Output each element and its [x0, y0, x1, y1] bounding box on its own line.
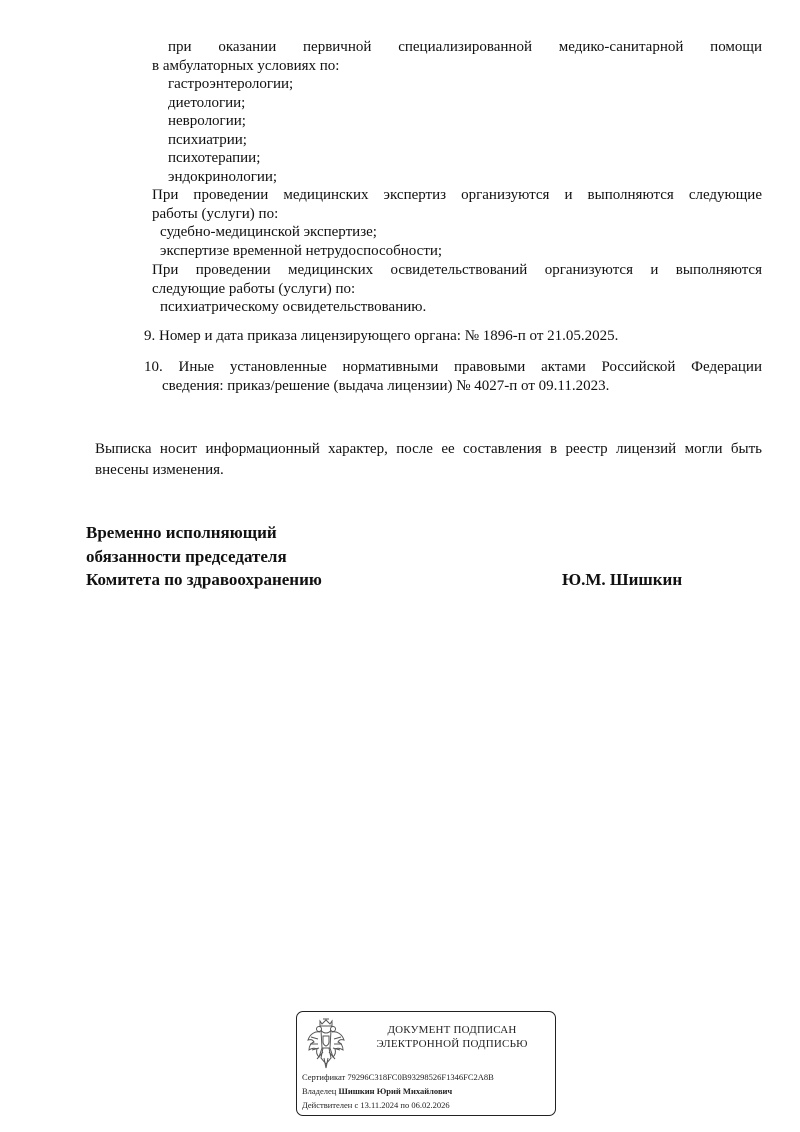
certificate-value: 79296C318FC0B93298526F1346FC2A8B [347, 1072, 494, 1082]
signer-name: Ю.М. Шишкин [562, 570, 683, 589]
list-item: неврологии; [168, 113, 246, 129]
stamp-details [302, 1070, 494, 1112]
stamp-title-line: ЭЛЕКТРОННОЙ ПОДПИСЬЮ [376, 1038, 528, 1050]
primary-care-heading: при оказании первичной специализированной медико-санитарной помощи [168, 39, 762, 55]
note-line-continued: внесены изменения. [95, 462, 224, 478]
signer-position-line: Временно исполняющий [86, 523, 277, 542]
certificate-label: Сертификат [302, 1072, 346, 1082]
expertise-heading-continued: работы (услуги) по: [152, 205, 279, 222]
list-item: судебно-медицинской экспертизе; [160, 224, 377, 240]
other-info-item [144, 358, 762, 395]
list-item: психиатрии; [168, 131, 247, 148]
examination-section [152, 261, 762, 317]
examination-heading-continued: следующие работы (услуги) по: [152, 280, 356, 297]
validity-row: Действителен с 13.11.2024 по 06.02.2026 [302, 1100, 450, 1110]
list-item: психиатрическому освидетельствованию. [160, 299, 427, 315]
list-item: психотерапии; [168, 150, 261, 166]
owner-value: Шишкин Юрий Михайлович [338, 1086, 453, 1096]
order-number-item: 9. Номер и дата приказа лицензирующего органа: № 1896-п от 21.05.2025. [144, 328, 619, 344]
list-item: гастроэнтерологии; [168, 76, 294, 92]
other-info-line-continued: сведения: приказ/решение (выдача лицензии) № 4027-п от 09.11.2023. [162, 377, 610, 394]
list-item: диетологии; [168, 94, 246, 111]
informational-note [95, 439, 762, 481]
certificate-row [302, 1070, 494, 1084]
list-item: эндокринологии; [168, 168, 278, 185]
stamp-title [359, 1023, 545, 1051]
other-info-line: 10. Иные установленные нормативными правовыми актами Российской Федерации [144, 359, 762, 375]
expertise-heading: При проведении медицинских экспертиз организуются и выполняются следующие [152, 187, 762, 203]
list-item: экспертизе временной нетрудоспособности; [160, 242, 443, 259]
expertise-section [152, 186, 762, 260]
primary-care-heading-continued: в амбулаторных условиях по: [152, 57, 340, 74]
examination-heading: При проведении медицинских освидетельствований организуются и выполняются [152, 262, 762, 278]
owner-row [302, 1084, 494, 1098]
owner-label: Владелец [302, 1086, 337, 1096]
signer-position-line: обязанности председателя [86, 546, 287, 566]
russian-coat-of-arms-icon [306, 1018, 346, 1070]
electronic-signature-stamp [296, 1011, 556, 1116]
primary-care-section [152, 38, 762, 186]
signer-position-line: Комитета по здравоохранению [86, 570, 322, 589]
signature-block [86, 521, 706, 592]
note-line: Выписка носит информационный характер, после ее составления в реестр лицензий могли быть [95, 441, 762, 457]
stamp-title-line: ДОКУМЕНТ ПОДПИСАН [387, 1024, 517, 1036]
